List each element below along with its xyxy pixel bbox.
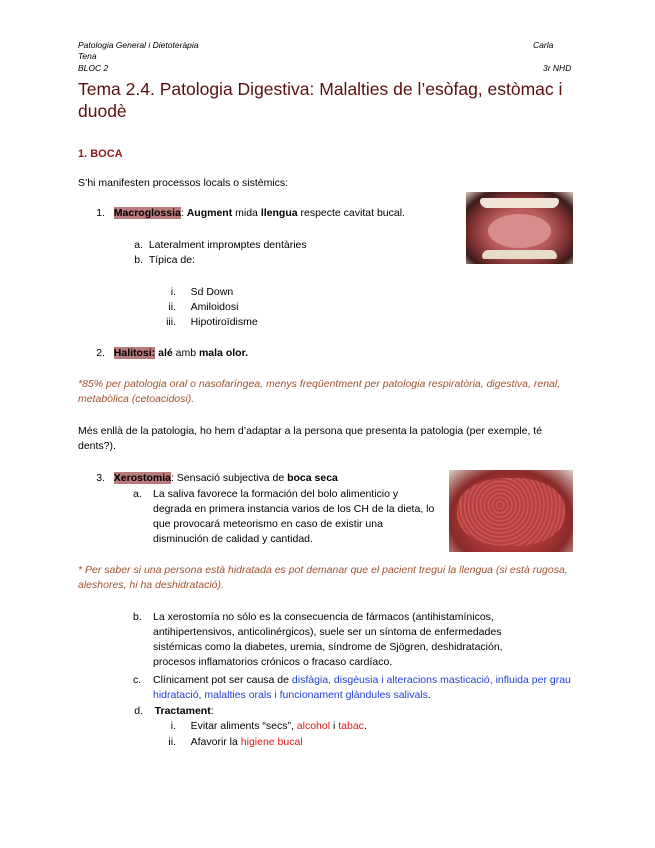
sub-text: La xerostomía no sólo es la consecuencia de fármacos (antihistamínicos, antihipertensivos, anticolinérgicos), suele ser un síntoma de enfermedades sistémicas como la diabetes, uremia, síndrome de Sjögren, deshidratación, procesos inflamatorios crónicos o fracaso cardíaco. (153, 611, 503, 668)
sub-item-a (133, 238, 307, 253)
sub-number: b. (133, 611, 142, 623)
treatment-item-2 (150, 735, 303, 750)
sub-number: a. (133, 488, 142, 500)
sub-number: d. (134, 705, 143, 717)
bold-text: Augment (186, 207, 233, 219)
roman-item-3 (150, 315, 258, 330)
roman-text: Hipotiroïdisme (190, 316, 258, 328)
roman-item-1 (150, 285, 233, 300)
text: : Sensació subjectiva de (170, 472, 288, 484)
bold-text: llengua (260, 207, 298, 219)
separator: : (180, 207, 187, 219)
text: . (363, 720, 367, 732)
xerostomia-sub-b (133, 610, 545, 670)
list-item-halitosi (93, 346, 248, 361)
bold-text: boca seca (287, 472, 338, 484)
red-text: higiene bucal (240, 736, 303, 748)
roman-number: iii. (166, 316, 176, 328)
red-text: alcohol (296, 720, 331, 732)
note-halitosi: *85% per patologia oral o nasofaríngea, menys freqüentment per patologia respiratòria, digestiva, renal, metabòlica (cetoacidosi). (78, 378, 561, 405)
sub-number: b. (134, 254, 143, 266)
roman-text: Sd Down (190, 286, 234, 298)
treatment-item-1 (150, 719, 367, 734)
list-number: 1. (96, 207, 105, 219)
xerostomia-sub-a (133, 487, 436, 547)
sub-text: Lateralment imprомptes dentàries (148, 239, 307, 251)
roman-number: ii. (168, 736, 176, 748)
term-xerostomia: Xerostomia (113, 472, 171, 484)
sub-text: La saliva favorece la formación del bolo alimenticio y degrada en primera instancia varios de los CH de la dieta, lo que provocará meteorismo en caso de existir una disminución de calidad y cantidad. (153, 488, 435, 545)
image-teeth-upper (480, 198, 559, 208)
image-teeth-lower (482, 250, 557, 259)
header-author-first: Carla (533, 40, 554, 50)
text: respecte cavitat bucal. (297, 207, 405, 219)
roman-number: i. (170, 286, 176, 298)
list-item-macroglossia (93, 206, 463, 221)
note-hydration: * Per saber si una persona està hidratada es pot demanar que el pacient tregui la llengua (si està rugosa, aleshores, hi ha deshidratació). (78, 564, 568, 591)
text: mida (232, 207, 261, 219)
list-number: 2. (96, 347, 105, 359)
treatment-heading: Tractament (154, 705, 211, 717)
macroglossia-image (466, 192, 573, 264)
bold-text: alé (155, 347, 173, 359)
sub-number: c. (133, 674, 142, 686)
xerostomia-sub-d (133, 704, 214, 719)
roman-item-2 (150, 300, 238, 315)
blue-text: disfàgia, disgèusia i alteracions masticació, influida per grau hidratació, malalties orals i funcionament glàndules salivals (153, 674, 571, 701)
list-number: 3. (96, 472, 105, 484)
text: Afavorir la (190, 736, 241, 748)
header-author-last: Tena (78, 51, 97, 61)
text: amb (172, 347, 199, 359)
term-halitosi: Halitosi: (113, 347, 156, 359)
section-intro: S’hi manifesten processos locals o sistèmics: (78, 177, 289, 189)
section-heading: 1. BOCA (78, 148, 123, 160)
list-item-xerostomia (93, 471, 338, 486)
sub-number: a. (134, 239, 143, 251)
image-tongue-texture (457, 478, 565, 546)
punct: : (210, 705, 214, 717)
xerostomia-tongue-image (449, 470, 573, 552)
paragraph-adapt: Més enllà de la patologia, ho hem d’adaptar a la persona que presenta la patologia (per exemple, té dents?). (78, 425, 543, 452)
bold-text: mala olor. (198, 347, 248, 359)
sub-text: Clínicament pot ser causa de (153, 674, 292, 686)
red-text: tabac (338, 720, 364, 732)
roman-number: ii. (168, 301, 176, 313)
roman-number: i. (170, 720, 176, 732)
punct: . (427, 689, 431, 701)
header-course: 3r NHD (543, 63, 572, 73)
term-macroglossia: Macroglossia (113, 207, 181, 219)
sub-text: Típica de: (148, 254, 195, 266)
header-block: BLOC 2 (78, 63, 109, 73)
roman-text: Amiloidosi (190, 301, 239, 313)
xerostomia-sub-c (133, 673, 578, 703)
text: i (330, 720, 339, 732)
header-subject: Patologia General i Dietoteràpia (78, 40, 199, 50)
image-tongue (488, 214, 551, 248)
page-title: Tema 2.4. Patologia Digestiva: Malalties de l’esòfag, estòmac i duodè (78, 79, 563, 121)
sub-item-b (133, 253, 195, 268)
text: Evitar aliments “secs”, (190, 720, 297, 732)
